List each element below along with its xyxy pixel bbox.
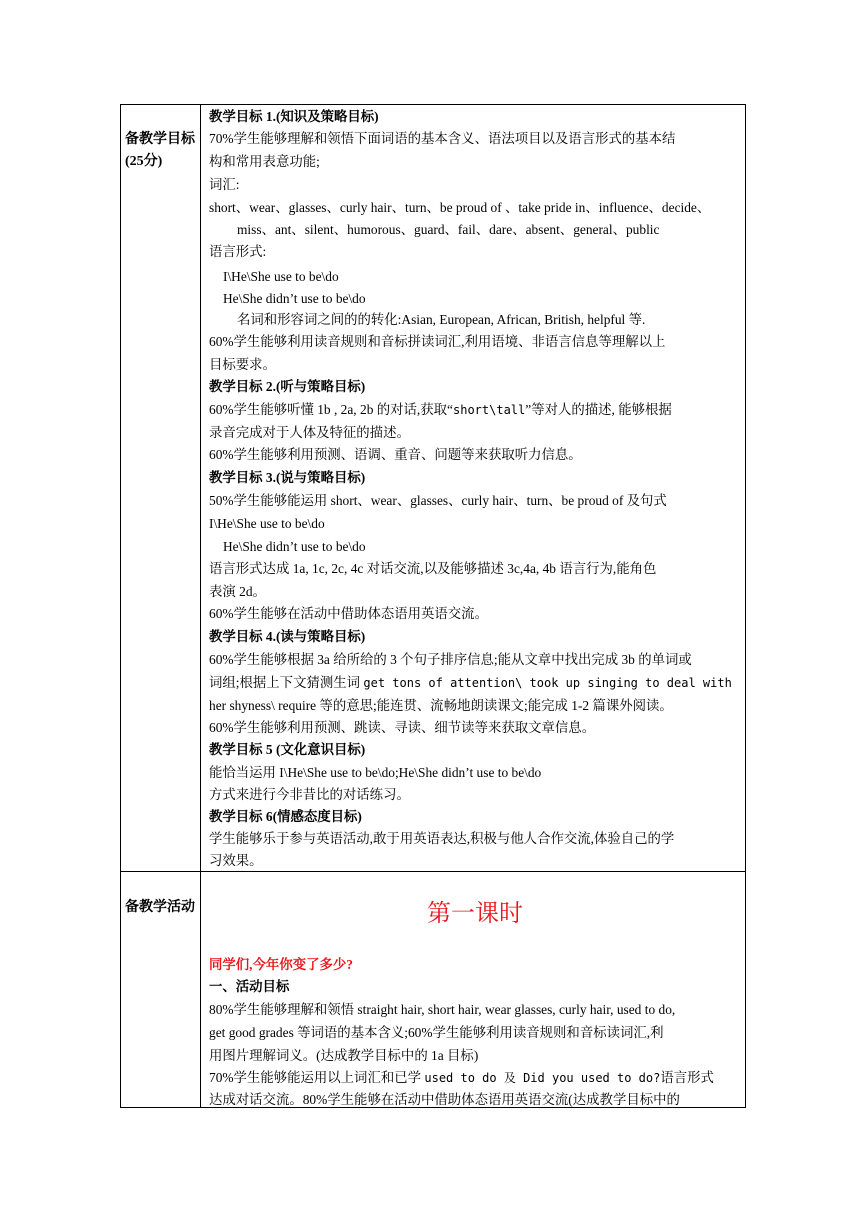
text-line: 目标要求。 [209,357,276,372]
text-segment: 60%学生能够听懂 1b , 2a, 2b 的对话,获取“ [209,402,453,417]
objective-1-title: 教学目标 1.(知识及策略目标) [209,109,379,124]
text-line: 表演 2d。 [209,584,266,599]
vocab-line: miss、ant、silent、humorous、guard、fail、dare、absent、general、public [237,222,660,237]
text-line: 80%学生能够理解和领悟 straight hair, short hair, wear glasses, curly hair, used to do, [209,1002,676,1017]
row-divider [121,871,745,872]
vocab-label: 词汇: [209,177,240,192]
text-line: 方式来进行今非昔比的对话练习。 [209,787,410,802]
text-line: 录音完成对于人体及特征的描述。 [209,425,410,440]
activity-subheading: 一、活动目标 [209,979,290,994]
text-segment: ”等对人的描述, 能够根据 [525,402,672,417]
activities-row-label: 备教学活动 [125,900,195,915]
text-line: He\She didn’t use to be\do [223,539,366,554]
lesson-title: 第一课时 [427,901,523,927]
text-line [209,400,672,420]
text-segment: 词组;根据上下文猜测生词 [209,675,364,690]
text-line: 学生能够乐于参与英语活动,敢于用英语表达,积极与他人合作交流,体验自己的学 [209,831,675,846]
text-line: 60%学生能够在活动中借助体态语用英语交流。 [209,606,488,621]
vocab-line: short、wear、glasses、curly hair、turn、be proud of 、take pride in、influence、decide、 [209,200,711,215]
text-line: get good grades 等词语的基本含义;60%学生能够利用读音规则和音标读词汇,利 [209,1025,664,1040]
text-segment: 等的意思;能连贯、流畅地朗读课文;能完成 1-2 篇课外阅读。 [319,698,673,713]
text-line: 构和常用表意功能; [209,154,320,169]
form-line: I\He\She use to be\do [223,269,339,284]
text-segment: used to do 及 Did you used to do? [424,1071,661,1085]
text-line: 用图片理解词义。(达成教学目标中的 1a 目标) [209,1048,479,1063]
form-line: 名词和形容词之间的的转化:Asian, European, African, British, helpful 等. [237,312,646,327]
text-segment: 语言形式 [660,1070,714,1085]
text-line: I\He\She use to be\do [209,516,325,531]
objectives-row-label: 备教学目标(25分) [125,132,195,169]
text-line: 语言形式达成 1a, 1c, 2c, 4c 对话交流,以及能够描述 3c,4a, 4b 语言行为,能角色 [209,561,657,576]
objective-5-title: 教学目标 5 (文化意识目标) [209,742,366,757]
activity-heading: 同学们,今年你变了多少? [209,957,353,972]
text-line [209,696,673,716]
text-line [209,673,732,693]
form-label: 语言形式: [209,244,267,259]
objective-3-title: 教学目标 3.(说与策略目标) [209,470,366,485]
text-line: 60%学生能够利用预测、语调、重音、问题等来获取听力信息。 [209,447,582,462]
objective-6-title: 教学目标 6(情感态度目标) [209,809,362,824]
text-line: 习效果。 [209,853,263,868]
text-segment: short\tall [453,403,526,417]
text-segment: get tons of attention\ took up singing to deal with [363,676,732,690]
form-line: He\She didn’t use to be\do [223,291,366,306]
text-segment: 70%学生能够能运用以上词汇和已学 [209,1070,425,1085]
objective-4-title: 教学目标 4.(读与策略目标) [209,629,366,644]
text-segment: her shyness\ require [209,698,320,713]
column-divider [200,105,201,1107]
objective-2-title: 教学目标 2.(听与策略目标) [209,379,366,394]
text-line: 60%学生能够利用读音规则和音标拼读词汇,利用语境、非语言信息等理解以上 [209,334,666,349]
text-line: 60%学生能够根据 3a 给所给的 3 个句子排序信息;能从文章中找出完成 3b 的单词或 [209,652,692,667]
text-line: 能恰当运用 I\He\She use to be\do;He\She didn’t use to be\do [209,765,542,780]
text-line: 达成对话交流。80%学生能够在活动中借助体态语用英语交流(达成教学目标中的 [209,1092,680,1107]
lesson-plan-table [120,104,746,1108]
text-line: 50%学生能够能运用 short、wear、glasses、curly hair、turn、be proud of 及句式 [209,493,667,508]
text-line: 60%学生能够利用预测、跳读、寻读、细节读等来获取文章信息。 [209,720,596,735]
text-line [209,1068,714,1088]
text-line: 70%学生能够理解和领悟下面词语的基本含义、语法项目以及语言形式的基本结 [209,131,676,146]
